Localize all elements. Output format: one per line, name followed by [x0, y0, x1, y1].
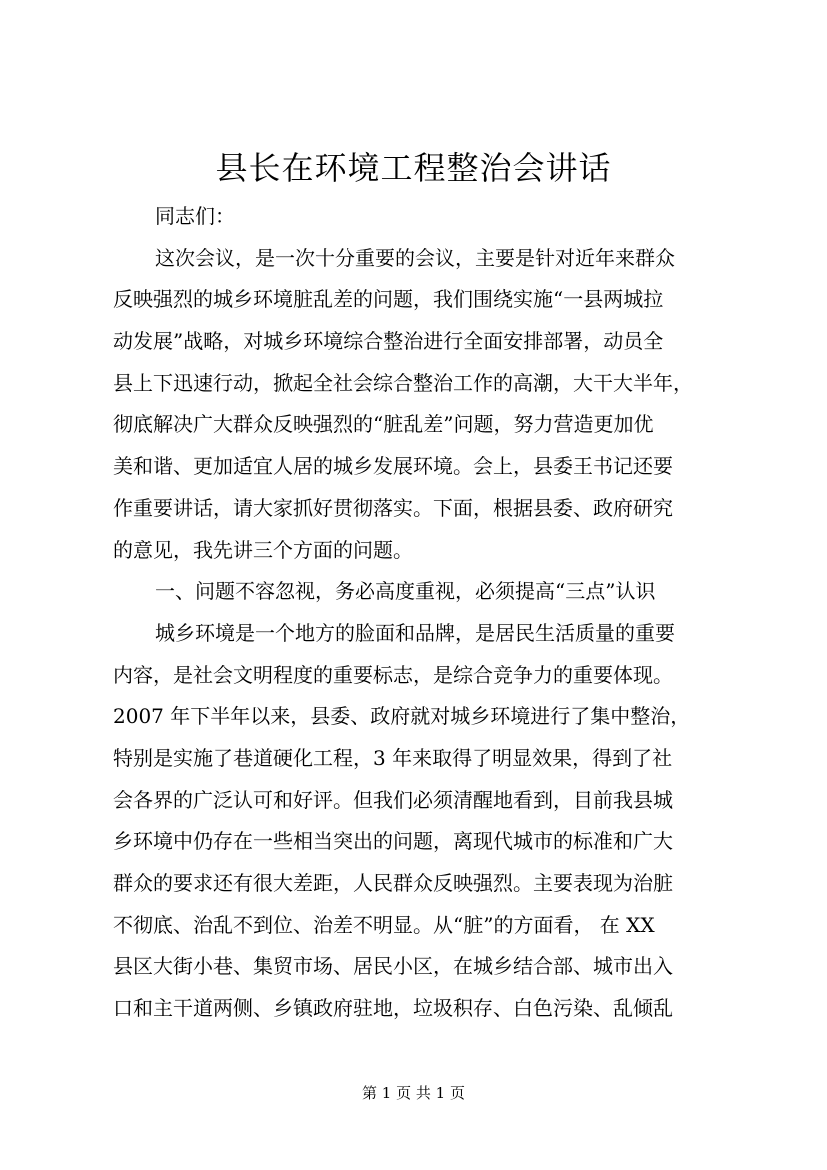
paragraph-line: 城乡环境是一个地方的脸面和品牌，是居民生活质量的重要: [155, 620, 675, 645]
paragraph-line: 这次会议，是一次十分重要的会议，主要是针对近年来群众: [155, 245, 675, 270]
page-footer: 第 1 页 共 1 页: [362, 1084, 465, 1102]
salutation-line: 同志们：: [155, 204, 235, 228]
section-heading: 一、问题不容忽视，务必高度重视，必须提高“三点”认识: [155, 579, 656, 604]
paragraph-line: 内容，是社会文明程度的重要标志，是综合竞争力的重要体现。: [113, 662, 673, 687]
paragraph-line: 的意见，我先讲三个方面的问题。: [113, 537, 413, 562]
paragraph-line: 彻底解决广大群众反映强烈的“脏乱差”问题，努力营造更加优: [113, 412, 654, 437]
paragraph-line: 特别是实施了巷道硬化工程，3 年来取得了明显效果，得到了社: [113, 745, 673, 770]
paragraph-line: 口和主干道两侧、乡镇政府驻地，垃圾积存、白色污染、乱倾乱: [113, 996, 673, 1021]
paragraph-line: 动发展”战略，对城乡环境综合整治进行全面安排部署，动员全: [113, 329, 664, 354]
paragraph-line: 县区大街小巷、集贸市场、居民小区，在城乡结合部、城市出入: [113, 954, 673, 979]
paragraph-line: 县上下迅速行动，掀起全社会综合整治工作的高潮，大干大半年，: [113, 370, 693, 395]
document-body: [113, 196, 753, 1030]
paragraph-line: 反映强烈的城乡环境脏乱差的问题，我们围绕实施“一县两城拉: [113, 287, 664, 312]
paragraph-line: 乡环境中仍存在一些相当突出的问题，离现代城市的标准和广大: [113, 829, 673, 854]
document-title: 县长在环境工程整治会讲话: [215, 149, 612, 187]
paragraph-line: 2007 年下半年以来，县委、政府就对城乡环境进行了集中整治，: [113, 704, 691, 729]
paragraph-line: 会各界的广泛认可和好评。但我们必须清醒地看到，目前我县城: [113, 787, 673, 812]
paragraph-line: 美和谐、更加适宜人居的城乡发展环境。会上，县委王书记还要: [113, 454, 673, 479]
paragraph-line: 作重要讲话，请大家抓好贯彻落实。下面，根据县委、政府研究: [113, 495, 673, 520]
paragraph-line: 不彻底、治乱不到位、治差不明显。从“脏”的方面看， 在 XX: [113, 912, 655, 937]
paragraph-line: 群众的要求还有很大差距，人民群众反映强烈。主要表现为治脏: [113, 871, 673, 895]
